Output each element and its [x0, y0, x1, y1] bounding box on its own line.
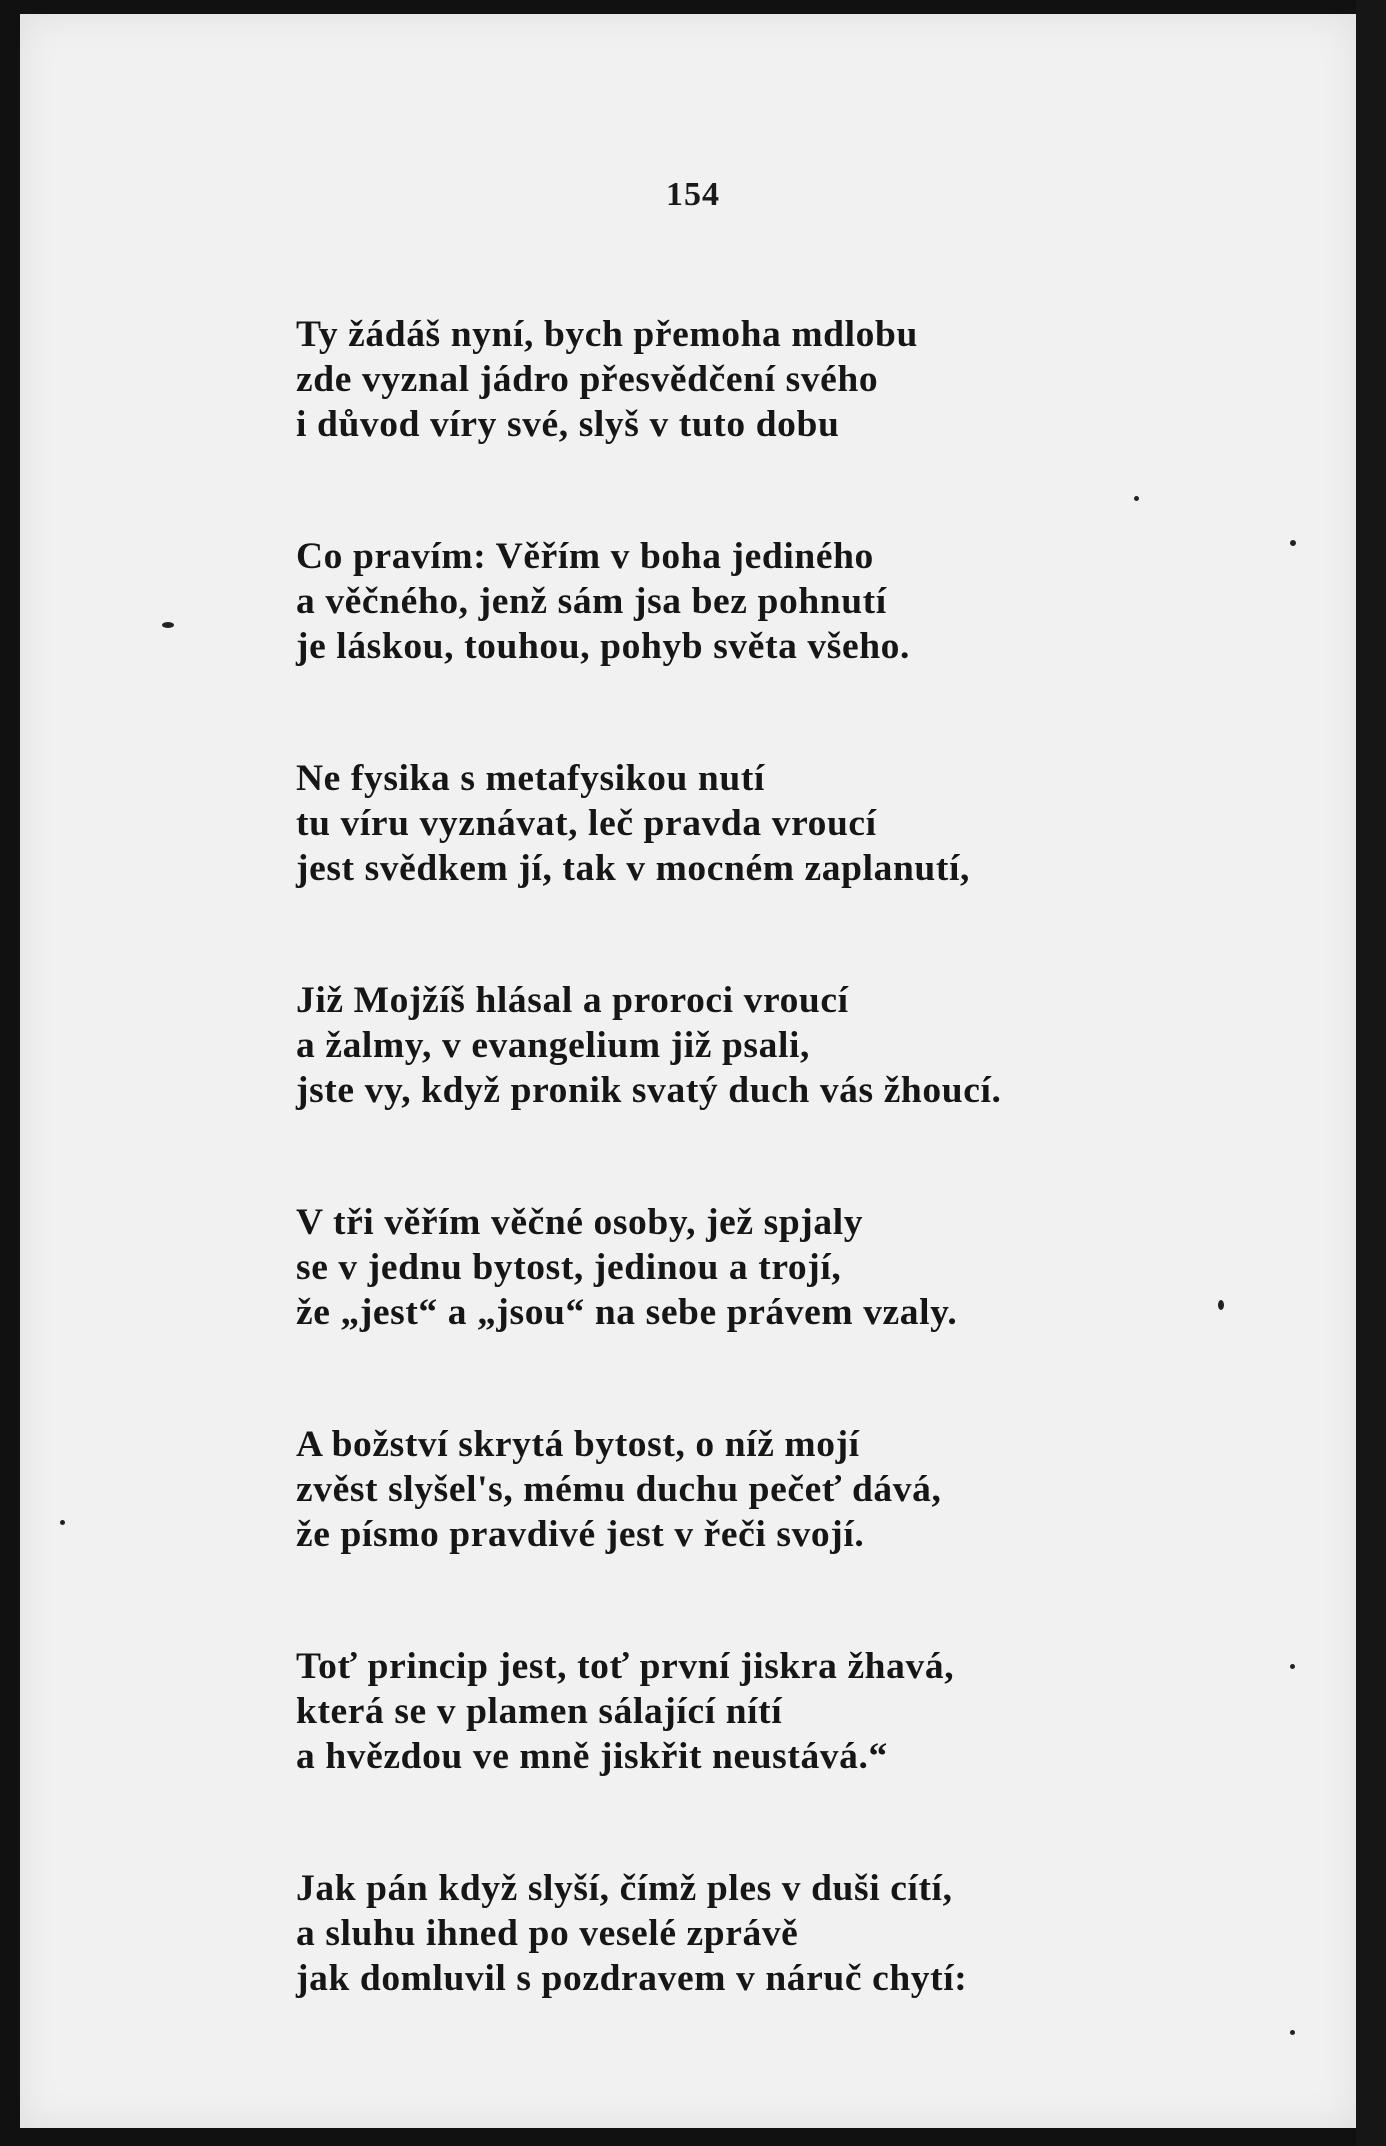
stanza [296, 1422, 1196, 1557]
verse-line: jest svědkem jí, tak v mocném zaplanutí, [296, 848, 970, 889]
verse-line: se v jednu bytost, jedinou a trojí, [296, 1247, 842, 1288]
verse-line: Ty žádáš nyní, bych přemoha mdlobu [296, 314, 918, 355]
scan-speck [60, 1520, 65, 1525]
verse-line: Toť princip jest, toť první jiskra žhavá, [296, 1646, 955, 1687]
verse-line: V tři věřím věčné osoby, jež spjaly [296, 1202, 864, 1243]
verse-line: a věčného, jenž sám jsa bez pohnutí [296, 581, 887, 622]
verse-line: Jak pán když slyší, čímž ples v duši cítí, [296, 1868, 953, 1909]
verse-line: tu víru vyznávat, leč pravda vroucí [296, 803, 877, 844]
scan-speck [1290, 540, 1296, 546]
verse-line: a sluhu ihned po veselé zprávě [296, 1913, 799, 1954]
verse-line: která se v plamen sálající nítí [296, 1691, 783, 1732]
verse-line: i důvod víry své, slyš v tuto dobu [296, 404, 840, 445]
verse-line: že „jest“ a „jsou“ na sebe právem vzaly. [296, 1292, 958, 1333]
verse-line: jste vy, když pronik svatý duch vás žhoucí. [296, 1070, 1002, 1111]
scan-speck [1218, 1300, 1224, 1310]
stanza [296, 756, 1196, 891]
verse-line: a hvězdou ve mně jiskřit neustává.“ [296, 1736, 888, 1777]
stanza [296, 312, 1196, 447]
stanza [296, 1644, 1196, 1779]
stanza [296, 1200, 1196, 1335]
verse-line: Ne fysika s metafysikou nutí [296, 758, 765, 799]
stanza [296, 1866, 1196, 2001]
stanza [296, 534, 1196, 669]
verse-line: zvěst slyšel's, mému duchu pečeť dává, [296, 1469, 942, 1510]
verse-line: zde vyznal jádro přesvědčení svého [296, 359, 879, 400]
verse-line: A božství skrytá bytost, o níž mojí [296, 1424, 860, 1465]
scan-speck [1290, 1664, 1295, 1669]
verse-line: Co pravím: Věřím v boha jediného [296, 536, 874, 577]
poem-body [296, 312, 1196, 2001]
scan-speck [162, 622, 174, 628]
verse-line: Již Mojžíš hlásal a proroci vroucí [296, 980, 849, 1021]
verse-line: jak domluvil s pozdravem v náruč chytí: [296, 1958, 968, 1999]
scan-speck [1290, 2030, 1295, 2035]
page-number: 154 [666, 176, 720, 213]
stanza [296, 978, 1196, 1113]
verse-line: a žalmy, v evangelium již psali, [296, 1025, 810, 1066]
verse-line: je láskou, touhou, pohyb světa všeho. [296, 626, 910, 667]
verse-line: že písmo pravdivé jest v řeči svojí. [296, 1514, 865, 1555]
page-edge-shadow [1356, 0, 1386, 2146]
